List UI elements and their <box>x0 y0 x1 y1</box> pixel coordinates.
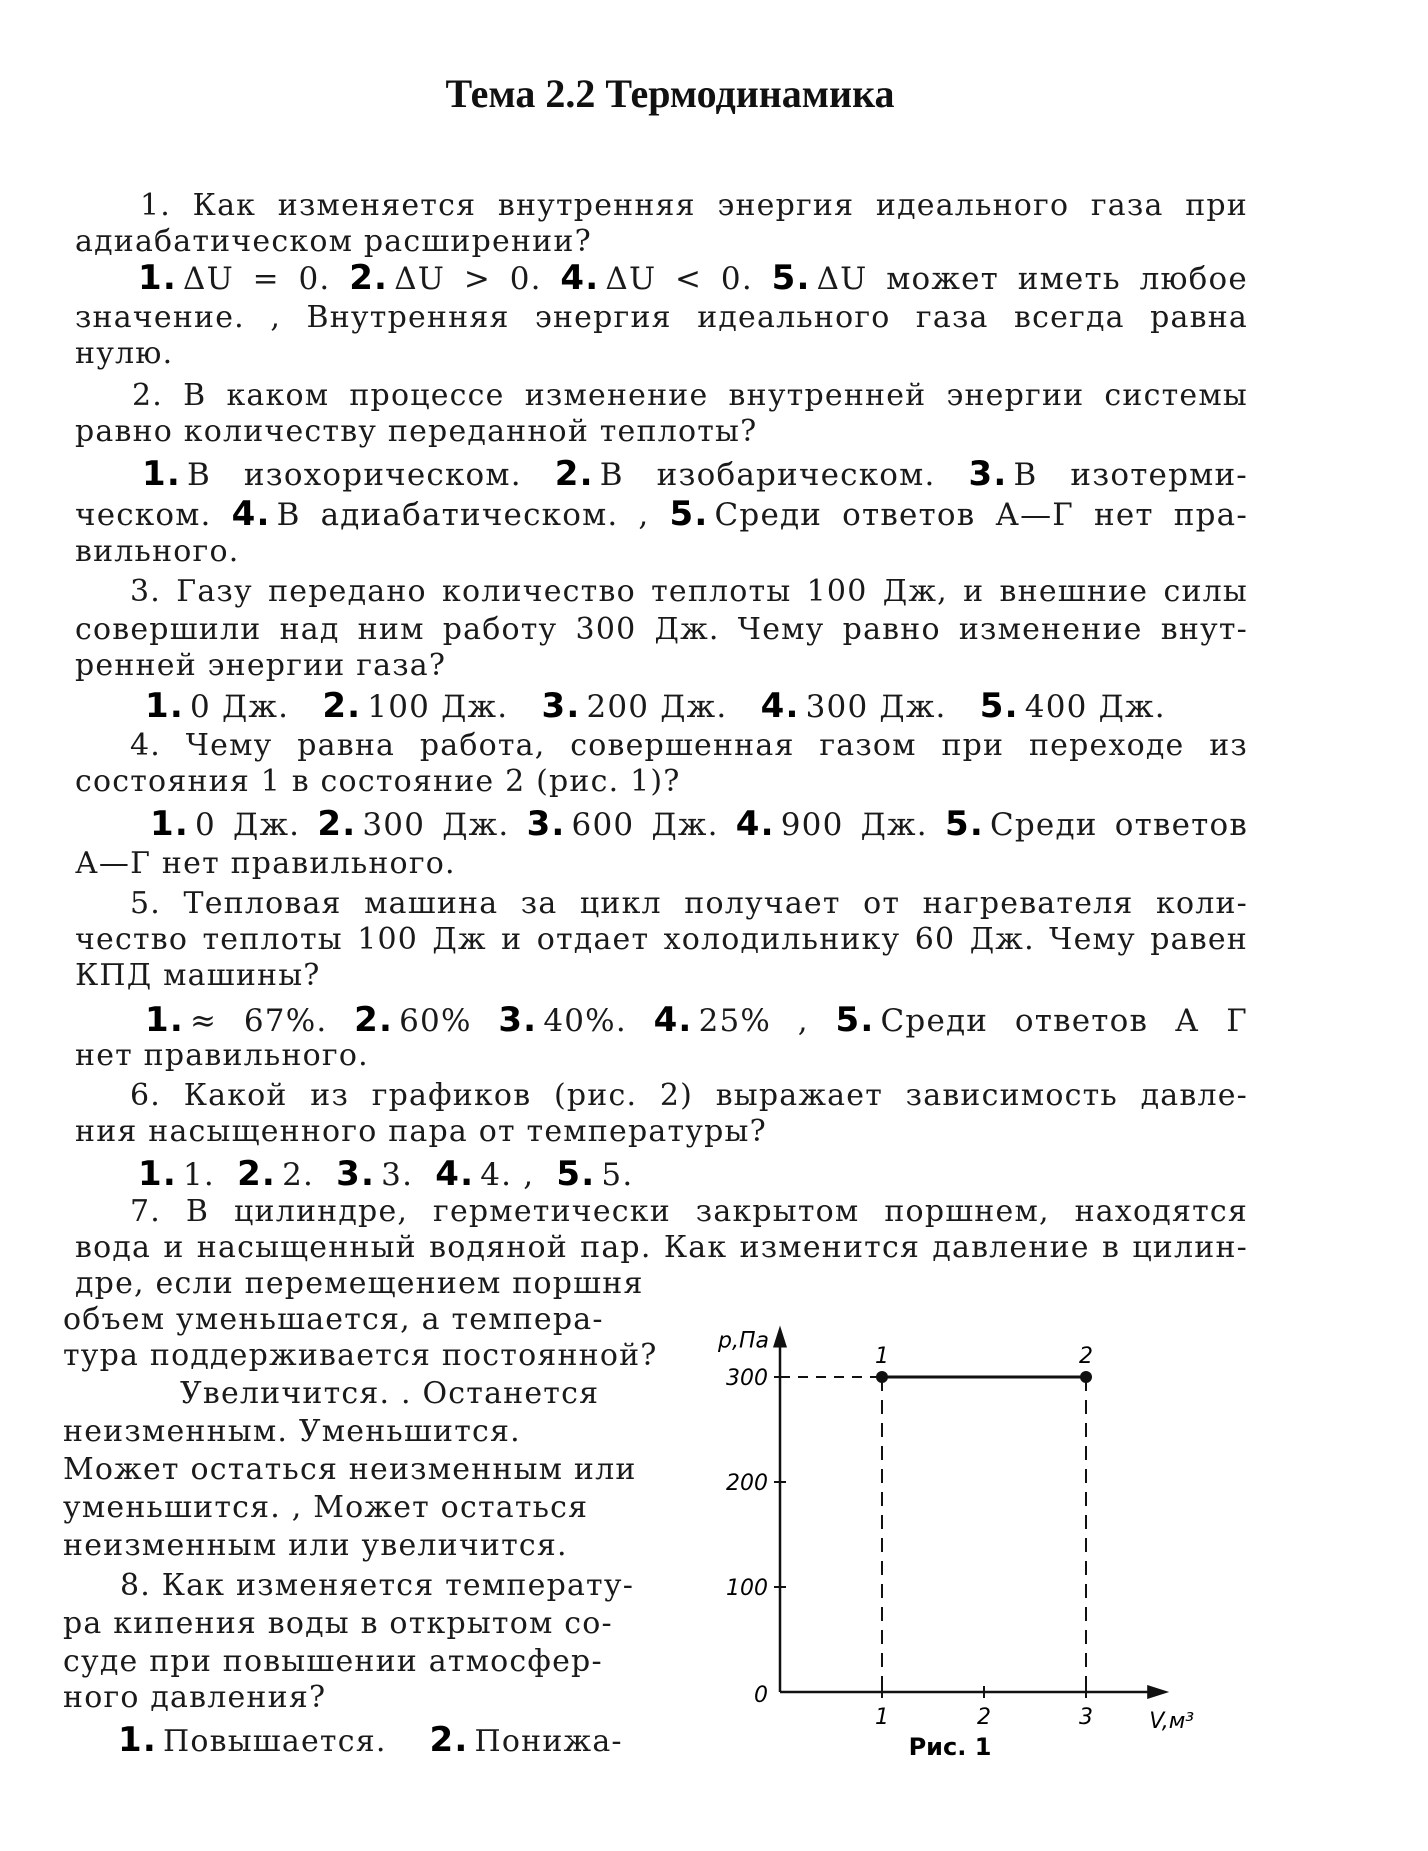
answer-number: 1. <box>138 258 177 298</box>
q6-line2: ния насыщенного пара от температуры? <box>75 1114 767 1149</box>
q8-line4: ного давления? <box>63 1680 327 1715</box>
q7-line2: вода и насыщенный водяной пар. Как изменится давление в цилин- <box>75 1230 1248 1265</box>
y-axis-label: p,Па <box>718 1328 769 1354</box>
answer-number: 4. <box>560 258 600 298</box>
q1-answer-5: ΔU может иметь любое <box>816 261 1248 297</box>
answer-number: 4. <box>760 686 800 726</box>
q7-line1: 7. В цилиндре, герметически закрытом поршнем, находятся <box>130 1194 1248 1229</box>
q5-answer-1: ≈ 67%. <box>189 1003 328 1039</box>
answer-number: 3. <box>541 686 581 726</box>
q3-answers <box>145 688 1198 725</box>
answer-number: 5. <box>669 494 709 534</box>
q5-answer-3: 40%. <box>543 1003 627 1039</box>
q3-answer-5: 400 Дж. <box>1024 689 1166 725</box>
q5-answer-2: 60% <box>399 1003 472 1039</box>
q8-line2: ра кипения воды в открытом со- <box>63 1606 613 1641</box>
q7-option-row5: неизменным или увеличится. <box>63 1528 568 1563</box>
q7-option-row2: неизменным. Уменьшится. <box>63 1414 521 1449</box>
q5-answers <box>145 1002 1248 1039</box>
q7-line3: дре, если перемещением поршня <box>75 1266 644 1301</box>
answer-number: 2. <box>429 1720 469 1760</box>
q5-line2: чество теплоты 100 Дж и отдает холодильнику 60 Дж. Чему равен <box>75 922 1248 957</box>
q1-answer-1: ΔU = 0. <box>182 261 331 297</box>
answer-number: 1. <box>142 454 181 494</box>
q2-answer-3: В изотерми- <box>1013 457 1248 493</box>
q3-answer-1: 0 Дж. <box>189 689 290 725</box>
q2-answer-1: В изохорическом. <box>186 457 522 493</box>
q3-line2: совершили над ним работу 300 Дж. Чему равно изменение внут- <box>75 612 1248 647</box>
y-tick-label: 100 <box>726 1576 768 1601</box>
q4-answer-1: 0 Дж. <box>194 807 301 843</box>
answer-number: 2. <box>554 454 594 494</box>
answer-number: 1. <box>138 1154 177 1194</box>
x-tick-label: 3 <box>1079 1705 1093 1730</box>
answer-number: 5. <box>556 1154 596 1194</box>
answer-number: 2. <box>322 686 362 726</box>
q6-answer-4: 4. , <box>480 1157 535 1193</box>
answer-number: 3. <box>526 804 566 844</box>
answer-number: 2. <box>237 1154 277 1194</box>
q8-line1: 8. Как изменяется температу- <box>120 1568 635 1603</box>
answer-number: 3. <box>336 1154 376 1194</box>
q1-line4: значение. , Внутренняя энергия идеального газа всегда равна <box>75 300 1248 335</box>
q3-line3: ренней энергии газа? <box>75 648 447 683</box>
q8-answers <box>118 1722 736 1760</box>
q3-answer-4: 300 Дж. <box>805 689 947 725</box>
q5-line5: нет правильного. <box>75 1038 369 1073</box>
q8-answer-1: Повышается. <box>162 1724 387 1759</box>
q8-line3: суде при повышении атмосфер- <box>63 1644 603 1679</box>
figure-caption: Рис. 1 <box>908 1733 992 1760</box>
q8-answer-2: Понижа- <box>474 1724 623 1759</box>
y-axis-arrow <box>773 1326 787 1348</box>
x-axis-label: V,м³ <box>1149 1709 1195 1734</box>
q2-line2: равно количеству переданной теплоты? <box>75 414 758 449</box>
x-tick-label: 1 <box>875 1705 889 1730</box>
answer-number: 2. <box>354 1000 394 1040</box>
q1-answers <box>138 260 1248 297</box>
q6-answer-2: 2. <box>282 1157 315 1193</box>
q2-answers-row2 <box>75 496 1248 533</box>
q6-answers <box>138 1156 1248 1193</box>
q4-line2: состояния 1 в состояние 2 (рис. 1)? <box>75 764 681 799</box>
state-point-label: 1 <box>875 1344 889 1369</box>
answer-number: 4. <box>735 804 775 844</box>
q4-answer-5: Среди ответов <box>989 807 1249 843</box>
q7-option-row4: уменьшится. , Может остаться <box>63 1490 589 1525</box>
answer-number: 5. <box>979 686 1019 726</box>
q1-answer-2: ΔU > 0. <box>394 261 542 297</box>
q3-answer-2: 100 Дж. <box>367 689 509 725</box>
answer-number: 1. <box>118 1720 157 1760</box>
answer-number: 2. <box>317 804 357 844</box>
state-point-label: 2 <box>1079 1344 1093 1369</box>
answer-number: 4. <box>653 1000 693 1040</box>
answer-number: 2. <box>349 258 389 298</box>
q2-answers-row1 <box>142 456 1248 493</box>
q5-line1: 5. Тепловая машина за цикл получает от нагревателя коли- <box>130 886 1248 921</box>
q5-answer-4: 25% , <box>698 1003 809 1039</box>
q1-line1: 1. Как изменяется внутренняя энергия идеального газа при <box>140 188 1248 223</box>
q2-answer-5: Среди ответов А—Г нет пра- <box>714 497 1249 533</box>
q1-line2: адиабатическом расширении? <box>75 224 592 259</box>
x-axis-arrow <box>1147 1685 1169 1699</box>
figure-1-chart <box>700 1300 1230 1760</box>
q2-answer-4: В адиабатическом. , <box>276 497 650 533</box>
answer-number: 5. <box>944 804 984 844</box>
q4-line4: А—Г нет правильного. <box>75 846 456 881</box>
q1-answer-4: ΔU < 0. <box>605 261 753 297</box>
q3-line1: 3. Газу передано количество теплоты 100 Дж, и внешние силы <box>130 574 1248 609</box>
q4-answer-2: 300 Дж. <box>362 807 510 843</box>
y-tick-label: 0 <box>754 1683 768 1708</box>
page-title: Тема 2.2 Термодинамика <box>445 71 895 116</box>
answer-number: 1. <box>145 1000 184 1040</box>
answer-number: 1. <box>145 686 184 726</box>
state-point <box>876 1371 888 1383</box>
q7-option-row3: Может остаться неизменным или <box>63 1452 637 1487</box>
y-tick-label: 300 <box>726 1366 768 1391</box>
q4-answers <box>150 806 1248 843</box>
q7-line4: объем уменьшается, а темпера- <box>63 1302 604 1337</box>
answer-number: 4. <box>435 1154 475 1194</box>
q3-answer-3: 200 Дж. <box>586 689 728 725</box>
q4-answer-4: 900 Дж. <box>780 807 928 843</box>
q5-line3: КПД машины? <box>75 958 321 993</box>
q6-answer-3: 3. <box>381 1157 414 1193</box>
q5-answer-5: Среди ответов А Г <box>880 1003 1248 1039</box>
x-tick-label: 2 <box>977 1705 991 1730</box>
q2-answer-2: В изобарическом. <box>599 457 936 493</box>
q4-answer-3: 600 Дж. <box>571 807 719 843</box>
answer-number: 4. <box>231 494 271 534</box>
q7-option-row1: Увеличится. . Останется <box>180 1376 600 1411</box>
q6-answer-5: 5. <box>601 1157 634 1193</box>
q2-line1: 2. В каком процессе изменение внутренней энергии системы <box>132 378 1248 413</box>
answer-number: 5. <box>771 258 811 298</box>
answer-number: 1. <box>150 804 189 844</box>
q4-line1: 4. Чему равна работа, совершенная газом при переходе из <box>130 728 1248 763</box>
state-point <box>1080 1371 1092 1383</box>
q6-line1: 6. Какой из графиков (рис. 2) выражает зависимость давле- <box>130 1078 1248 1113</box>
y-tick-label: 200 <box>726 1471 768 1496</box>
answer-number: 3. <box>498 1000 538 1040</box>
answer-number: 5. <box>835 1000 875 1040</box>
q7-line5: тура поддерживается постоянной? <box>63 1338 658 1373</box>
q1-line5: нулю. <box>75 336 174 371</box>
q2-line5: вильного. <box>75 534 240 569</box>
q6-answer-1: 1. <box>182 1157 215 1193</box>
q2-continued: ческом. <box>75 497 212 533</box>
answer-number: 3. <box>968 454 1008 494</box>
